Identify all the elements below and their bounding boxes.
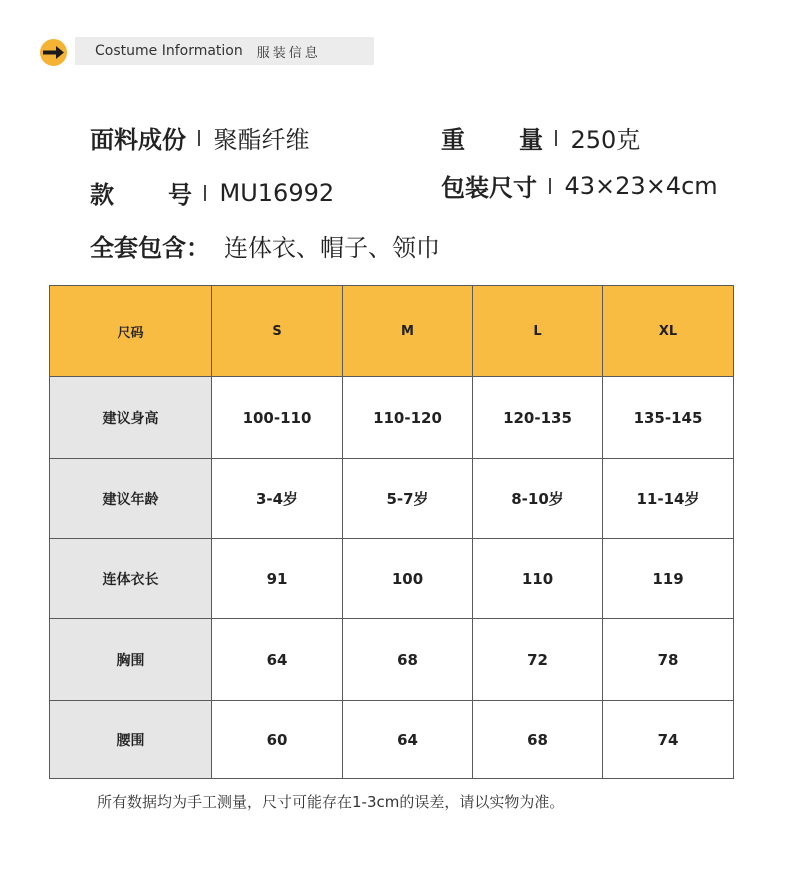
table-row [50, 539, 734, 619]
column-header: M [343, 286, 473, 377]
table-cell: 120-135 [473, 377, 603, 459]
spec-set-includes-label: 全套包含： [90, 234, 210, 262]
spec-weight-value: 250克 [570, 126, 641, 154]
table-cell: 68 [343, 619, 473, 701]
spec-weight-label [441, 120, 543, 155]
row-header: 连体衣长 [50, 539, 212, 619]
table-cell: 11-14岁 [603, 459, 734, 539]
separator [549, 178, 551, 194]
table-cell: 64 [212, 619, 343, 701]
spec-weight-label-a: 重 [441, 126, 465, 154]
spec-weight [441, 120, 640, 155]
table-cell: 110 [473, 539, 603, 619]
spec-style-no [90, 175, 334, 210]
separator [204, 185, 206, 201]
table-cell: 8-10岁 [473, 459, 603, 539]
table-cell: 60 [212, 701, 343, 779]
spec-package-size-label: 包装尺寸 [441, 174, 537, 202]
spec-style-no-label-b: 号 [168, 181, 192, 209]
arrow-right-icon [40, 39, 67, 66]
row-header: 建议身高 [50, 377, 212, 459]
separator [555, 130, 557, 146]
size-table [49, 285, 734, 779]
table-row [50, 377, 734, 459]
table-cell: 91 [212, 539, 343, 619]
spec-package-size [441, 168, 718, 203]
column-header: XL [603, 286, 734, 377]
spec-weight-label-b: 量 [519, 126, 543, 154]
column-header: L [473, 286, 603, 377]
table-cell: 135-145 [603, 377, 734, 459]
spec-style-no-label-a: 款 [90, 181, 114, 209]
header-bar [75, 37, 374, 65]
table-cell: 74 [603, 701, 734, 779]
spec-package-size-value: 43×23×4cm [564, 171, 718, 200]
column-header: S [212, 286, 343, 377]
spec-style-no-value: MU16992 [219, 178, 335, 207]
table-cell: 72 [473, 619, 603, 701]
spec-fabric-label: 面料成份 [90, 126, 186, 154]
separator [198, 130, 200, 146]
table-cell: 64 [343, 701, 473, 779]
row-header: 胸围 [50, 619, 212, 701]
spec-fabric [90, 120, 310, 155]
spec-fabric-value: 聚酯纤维 [213, 126, 310, 154]
table-row [50, 701, 734, 779]
table-row [50, 459, 734, 539]
table-header-row [50, 286, 734, 377]
spec-style-no-label [90, 175, 192, 210]
row-header: 建议年龄 [50, 459, 212, 539]
header-title-cn: 服装信息 [256, 45, 321, 61]
table-cell: 110-120 [343, 377, 473, 459]
table-cell: 78 [603, 619, 734, 701]
table-cell: 68 [473, 701, 603, 779]
table-cell: 3-4岁 [212, 459, 343, 539]
table-cell: 100 [343, 539, 473, 619]
row-header: 腰围 [50, 701, 212, 779]
header-title-en: Costume Information [95, 43, 243, 59]
table-cell: 100-110 [212, 377, 343, 459]
spec-set-includes [90, 228, 440, 263]
table-cell: 5-7岁 [343, 459, 473, 539]
column-header: 尺码 [50, 286, 212, 377]
table-cell: 119 [603, 539, 734, 619]
measurement-note: 所有数据均为手工测量，尺寸可能存在1-3cm的误差，请以实物为准。 [97, 793, 565, 811]
spec-set-includes-value: 连体衣、帽子、领巾 [224, 234, 440, 262]
table-row [50, 619, 734, 701]
